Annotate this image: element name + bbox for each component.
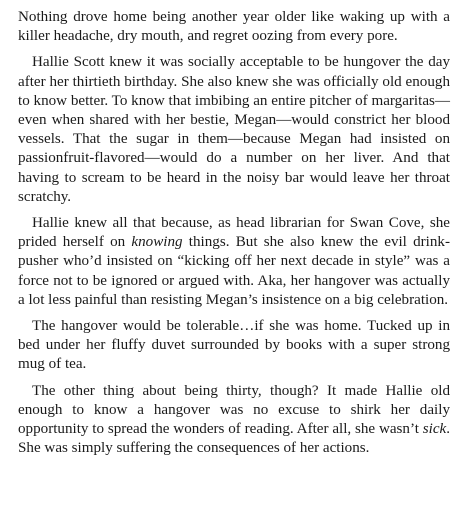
- paragraph-2: [18, 53, 450, 207]
- paragraph-5: [18, 382, 450, 459]
- paragraph-1-text: Nothing drove home being another year older like waking up with a killer headache, dry mouth, and regret oozing from every pore.: [18, 9, 450, 45]
- paragraph-1: [18, 8, 450, 46]
- paragraph-4: [18, 317, 450, 375]
- paragraph-5-emphasis: sick: [422, 421, 447, 438]
- paragraph-5-text-b: . She was simply suffering the consequences of her actions.: [18, 421, 450, 457]
- paragraph-3-emphasis: knowing: [131, 234, 183, 251]
- paragraph-3: [18, 214, 450, 310]
- paragraph-3-text-a: Hallie knew all that because, as head librarian for Swan Cove, she prided herself on: [18, 215, 450, 251]
- paragraph-3-text-b: things. But she also knew the evil drink-pusher who’d insisted on “kicking off her next decade in style” was a force not to be ignored or argued with. Aka, her hangover was actually a lot less painful than resisting Megan’s insistence on a big celebration.: [18, 234, 450, 308]
- paragraph-5-text-a: The other thing about being thirty, though? It made Hallie old enough to know a hangover was no excuse to shirk her daily opportunity to spread the wonders of reading. After all, she wasn’t: [18, 382, 450, 438]
- paragraph-4-text: The hangover would be tolerable…if she was home. Tucked up in bed under her fluffy duvet surrounded by books with a super strong mug of tea.: [18, 318, 450, 373]
- paragraph-2-text: Hallie Scott knew it was socially acceptable to be hungover the day after her thirtieth birthday. She also knew she was officially old enough to know better. To know that imbibing an entire pitcher of margaritas—even when shared with her bestie, Megan—would constrict her blood vessels. That the sugar in them—because Megan had insisted on passionfruit-flavored—would do a number on her liver. And that having to scream to be heard in the noisy bar would leave her throat scratchy.: [18, 54, 450, 205]
